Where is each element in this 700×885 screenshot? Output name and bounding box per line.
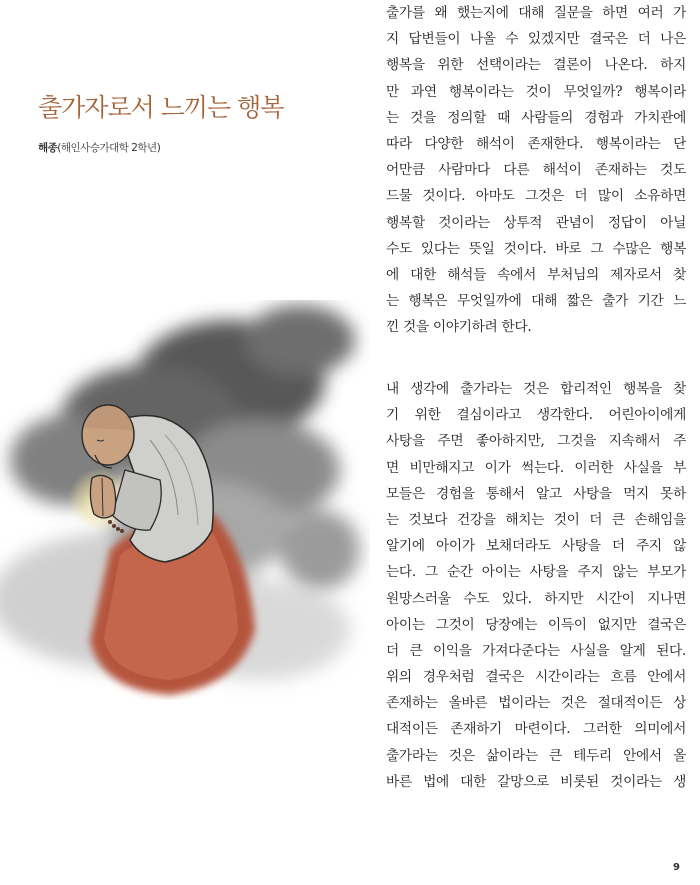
text-line: 는 것보다 건강을 해치는 것이 더 큰 손해임을 xyxy=(386,511,686,528)
text-line: 사탕을 주면 좋아하지만, 그것을 지속해서 주 xyxy=(386,433,686,450)
text-line: 더 큰 이익을 가져다준다는 사실을 알게 된다. xyxy=(386,642,686,659)
text-line: 출가를 왜 했는지에 대해 질문을 하면 여러 가 xyxy=(386,5,686,21)
text-line: 낀 것을 이야기하려 한다. xyxy=(386,319,532,336)
text-line: 위의 경우처럼 결국은 시간이라는 흐름 안에서 xyxy=(386,669,686,686)
author-byline xyxy=(38,140,160,155)
page-number: 9 xyxy=(673,862,680,873)
article-title: 출가자로서 느끼는 행복 xyxy=(38,93,284,122)
text-line: 따라 다양한 해석이 존재한다. 행복이라는 단 xyxy=(386,135,686,152)
author-name: 해종 xyxy=(38,142,58,154)
text-line: 모들은 경험을 통해서 알고 사탕을 먹지 못하 xyxy=(386,485,686,502)
text-line: 원망스러울 수도 있다. 하지만 시간이 지나면 xyxy=(386,590,686,607)
text-line: 만 과연 행복이라는 것이 무엇일까? 행복이라 xyxy=(386,83,686,100)
text-line: 드물 것이다. 아마도 그것은 더 많이 소유하면 xyxy=(386,188,686,205)
text-line: 지 답변들이 나올 수 있겠지만 결국은 더 나은 xyxy=(386,31,686,48)
text-line: 내 생각에 출가라는 것은 합리적인 행복을 찾 xyxy=(386,381,686,397)
text-line: 행복할 것이라는 상투적 관념이 정답이 아닐 xyxy=(386,214,686,231)
text-line: 면 비만해지고 이가 썩는다. 이러한 사실을 부 xyxy=(386,459,686,476)
text-line: 존재하는 올바른 법이라는 것은 절대적이든 상 xyxy=(386,695,686,712)
text-line: 는다. 그 순간 아이는 사탕을 주지 않는 부모가 xyxy=(386,564,686,581)
paragraph-1 xyxy=(386,0,686,340)
text-line: 알기에 아이가 보채더라도 사탕을 더 주지 않 xyxy=(386,538,686,555)
praying-monk-illustration xyxy=(0,300,370,700)
text-line: 대적이든 존재하기 마련이다. 그러한 의미에서 xyxy=(386,721,686,738)
text-line: 기 위한 결심이라고 생각한다. 어린아이에게 xyxy=(386,407,686,424)
text-line: 출가라는 것은 삶이라는 큰 테두리 안에서 올 xyxy=(386,747,686,764)
text-line: 아이는 그것이 당장에는 이득이 없지만 결국은 xyxy=(386,616,686,633)
text-line: 바른 법에 대한 갈망으로 비롯된 것이라는 생 xyxy=(386,773,686,790)
text-line: 는 것을 정의할 때 사람들의 경험과 가치관에 xyxy=(386,109,686,126)
text-line: 에 대한 해석들 속에서 부처님의 제자로서 찾 xyxy=(386,266,686,283)
author-affiliation: (해인사승가대학 2학년) xyxy=(57,142,161,154)
text-line: 어만큼 사람마다 다른 해석이 존재하는 것도 xyxy=(386,162,686,179)
paragraph-2 xyxy=(386,376,686,795)
text-line: 수도 있다는 뜻일 것이다. 바로 그 수많은 행복 xyxy=(386,240,686,257)
text-line: 행복을 위한 선택이라는 결론이 나온다. 하지 xyxy=(386,57,686,74)
text-line: 는 행복은 무엇일까에 대해 짧은 출가 기간 느 xyxy=(386,293,686,310)
